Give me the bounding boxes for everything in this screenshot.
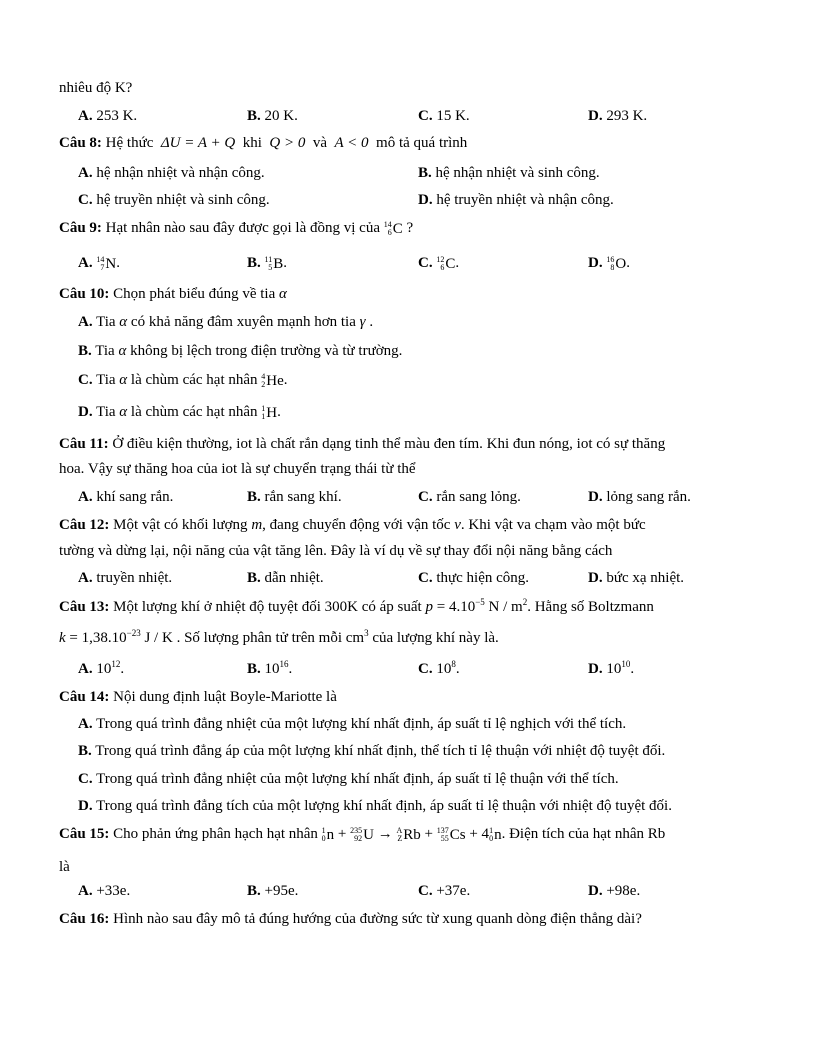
q15-option-b: B. +95e.	[247, 883, 299, 899]
q10-option-b: B. Tia α không bị lệch trong điện trường và từ trường.	[78, 343, 403, 359]
q15-option-c: C. +37e.	[418, 883, 471, 899]
q7-option-a: A. 253 K.	[78, 108, 138, 124]
q8-option-c: C. hệ truyền nhiệt và sinh công.	[78, 192, 270, 208]
question-12-line1: Câu 12: Một vật có khối lượng m, đang chuyển động với vận tốc v. Khi vật va chạm vào một bức	[59, 517, 646, 533]
q11-option-d: D. lỏng sang rắn.	[588, 489, 691, 505]
q12-option-a: A. truyền nhiệt.	[78, 570, 173, 586]
q8-option-a: A. hệ nhận nhiệt và nhận công.	[78, 165, 265, 181]
question-9: Câu 9: Hạt nhân nào sau đây được gọi là đồng vị của 14 6 C ?	[59, 220, 414, 238]
q11-option-a: A. khí sang rắn.	[78, 489, 174, 505]
q9-option-a: A. 14 7 N.	[78, 255, 120, 273]
question-13-line2: $k = 1,38.10^{-23}$ J / K . Số lượng phân tử trên mỗi $cm^3$ của lượng khí này là.	[59, 628, 499, 646]
q14-option-b: B. Trong quá trình đẳng áp của một lượng khí nhất định, thể tích tỉ lệ thuận với nhiệt độ tuyệt đối.	[78, 743, 666, 759]
question-13-line1: Câu 13: Một lượng khí ở nhiệt độ tuyệt đối 300K có áp suất $p = 4.10^{-5}$ N / $m^2$. Hằng số Boltzmann	[59, 597, 654, 615]
question-15: Câu 15: Cho phản ứng phân hạch hạt nhân 1 0 n + 235 92 U → A Z Rb + 137 55 Cs + 4 1 0 n. Điện tích của hạt nhân Rb	[59, 826, 666, 844]
q14-option-d: D. Trong quá trình đẳng tích của một lượng khí nhất định, áp suất tỉ lệ thuận với nhiệt độ tuyệt đối.	[78, 798, 672, 814]
q8-option-d: D. hệ truyền nhiệt và nhận công.	[418, 192, 614, 208]
q13-option-d: D. $10^{10}$.	[588, 659, 635, 677]
q7-option-b: B. 20 K.	[247, 108, 298, 124]
q11-option-b: B. rắn sang khí.	[247, 489, 342, 505]
q15-option-a: A. +33e.	[78, 883, 131, 899]
question-11-line2: hoa. Vậy sự thăng hoa của iot là sự chuyển trạng thái từ thể	[59, 461, 416, 477]
question-8: Câu 8: Hệ thức ΔU = A + Q khi Q > 0 và A < 0 mô tả quá trình	[59, 135, 468, 151]
q9-option-b: B. 11 5 B.	[247, 255, 287, 273]
q14-option-a: A. Trong quá trình đẳng nhiệt của một lượng khí nhất định, áp suất tỉ lệ nghịch với thể tích.	[78, 716, 627, 732]
question-10: Câu 10: Chọn phát biểu đúng về tia α	[59, 286, 287, 302]
question-15-line2: là	[59, 859, 70, 875]
question-14: Câu 14: Nội dung định luật Boyle-Mariotte là	[59, 689, 337, 705]
c14-isotope: 14 6 C	[383, 220, 403, 238]
q9-option-c: C. 12 6 C.	[418, 255, 460, 273]
q10-option-a: A. Tia α có khả năng đâm xuyên mạnh hơn tia γ .	[78, 314, 374, 330]
q15-option-d: D. +98e.	[588, 883, 641, 899]
q12-option-b: B. dẫn nhiệt.	[247, 570, 324, 586]
question-16: Câu 16: Hình nào sau đây mô tả đúng hướng của đường sức từ xung quanh dòng điện thẳng dài?	[59, 911, 642, 927]
q12-option-d: D. bức xạ nhiệt.	[588, 570, 685, 586]
q13-option-c: C. $10^8$.	[418, 659, 460, 677]
q14-option-c: C. Trong quá trình đẳng nhiệt của một lượng khí nhất định, áp suất tỉ lệ thuận với thể tích.	[78, 771, 619, 787]
question-7-tail: nhiêu độ K?	[59, 80, 133, 96]
q12-option-c: C. thực hiện công.	[418, 570, 530, 586]
q7-option-d: D. 293 K.	[588, 108, 648, 124]
q13-option-b: B. $10^{16}$.	[247, 659, 293, 677]
q13-option-a: A. $10^{12}$.	[78, 659, 125, 677]
question-11-line1: Câu 11: Ở điều kiện thường, iot là chất rắn dạng tinh thể màu đen tím. Khi đun nóng, iot có sự thăng	[59, 436, 666, 452]
q9-option-d: D. 16 8 O.	[588, 255, 630, 273]
q7-option-c: C. 15 K.	[418, 108, 470, 124]
q11-option-c: C. rắn sang lỏng.	[418, 489, 521, 505]
q10-option-d: D. Tia α là chùm các hạt nhân 1 1 H.	[78, 404, 281, 422]
q8-option-b: B. hệ nhận nhiệt và sinh công.	[418, 165, 600, 181]
q10-option-c: C. Tia α là chùm các hạt nhân 4 2 He.	[78, 372, 288, 390]
question-12-line2: tường và dừng lại, nội năng của vật tăng lên. Đây là ví dụ về sự thay đổi nội năng bằng cách	[59, 543, 613, 559]
